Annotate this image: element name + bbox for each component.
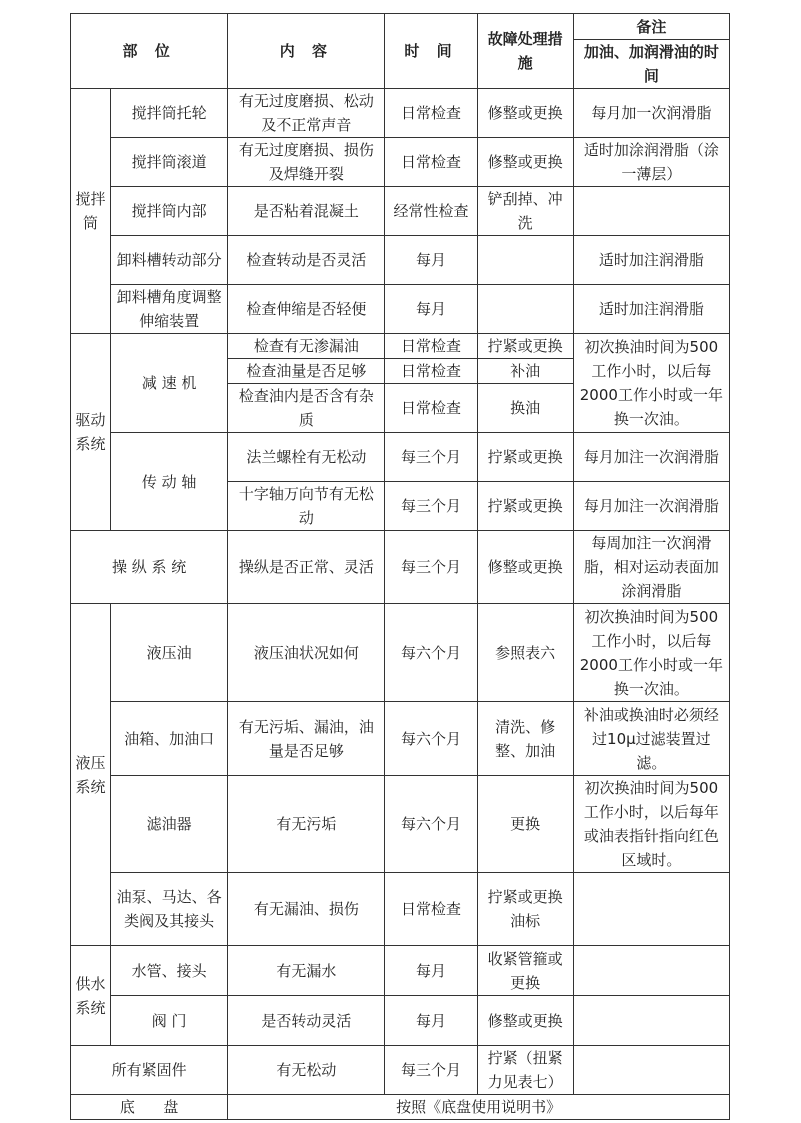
- time-cell: 每六个月: [385, 604, 477, 702]
- measure-cell: [477, 285, 573, 334]
- measure-cell: 铲刮掉、冲洗: [477, 187, 573, 236]
- measure-cell: 更换: [477, 776, 573, 873]
- time-cell: 每六个月: [385, 702, 477, 776]
- part-cell: 油泵、马达、各类阀及其接头: [111, 873, 228, 946]
- part-cell: 油箱、加油口: [111, 702, 228, 776]
- part-cell: 搅拌筒托轮: [111, 89, 228, 138]
- header-part: 部 位: [71, 14, 228, 89]
- group-hydraulic: 液压系统: [71, 604, 111, 946]
- part-cell: 搅拌筒内部: [111, 187, 228, 236]
- measure-cell: 收紧管箍或更换: [477, 946, 573, 996]
- table-row: [71, 776, 730, 873]
- chassis-note: 按照《底盘使用说明书》: [228, 1095, 730, 1120]
- measure-cell: [477, 236, 573, 285]
- group-chassis: 底 盘: [71, 1095, 228, 1120]
- header-content: 内 容: [228, 14, 385, 89]
- measure-cell: 换油: [477, 384, 573, 433]
- remark-cell: 每月加注一次润滑脂: [573, 482, 729, 531]
- part-cell: 滤油器: [111, 776, 228, 873]
- table-row: [71, 236, 730, 285]
- measure-cell: 拧紧或更换: [477, 334, 573, 359]
- part-cell: 传 动 轴: [111, 433, 228, 531]
- table-row: [71, 1095, 730, 1120]
- table-row: [71, 138, 730, 187]
- content-cell: 法兰螺栓有无松动: [228, 433, 385, 482]
- header-remark-sub: 加油、加润滑油的时间: [573, 40, 729, 89]
- time-cell: 每月: [385, 285, 477, 334]
- remark-cell: [573, 187, 729, 236]
- measure-cell: 修整或更换: [477, 996, 573, 1046]
- content-cell: 是否转动灵活: [228, 996, 385, 1046]
- remark-cell: 初次换油时间为500工作小时，以后每2000工作小时或一年换一次油。: [573, 334, 729, 433]
- part-cell: 阀 门: [111, 996, 228, 1046]
- measure-cell: 修整或更换: [477, 89, 573, 138]
- remark-cell: 每周加注一次润滑脂，相对运动表面加涂润滑脂: [573, 531, 729, 604]
- time-cell: 日常检查: [385, 359, 477, 384]
- remark-cell: 补油或换油时必须经过10μ过滤装置过滤。: [573, 702, 729, 776]
- remark-cell: [573, 946, 729, 996]
- table-row: [71, 702, 730, 776]
- group-drive: 驱动系统: [71, 334, 111, 531]
- measure-cell: 拧紧（扭紧力见表七）: [477, 1046, 573, 1095]
- header-remark: 备注: [573, 14, 729, 40]
- content-cell: 检查转动是否灵活: [228, 236, 385, 285]
- remark-cell: [573, 1046, 729, 1095]
- maintenance-table: [70, 13, 730, 1120]
- measure-cell: 拧紧或更换油标: [477, 873, 573, 946]
- content-cell: 检查油量是否足够: [228, 359, 385, 384]
- measure-cell: 拧紧或更换: [477, 433, 573, 482]
- part-cell: 搅拌筒滚道: [111, 138, 228, 187]
- group-water: 供水系统: [71, 946, 111, 1046]
- header-measure: 故障处理措施: [477, 14, 573, 89]
- part-cell: 液压油: [111, 604, 228, 702]
- header-time: 时 间: [385, 14, 477, 89]
- time-cell: 日常检查: [385, 873, 477, 946]
- table-row: [71, 334, 730, 359]
- part-cell: 卸料槽角度调整伸缩装置: [111, 285, 228, 334]
- time-cell: 每三个月: [385, 482, 477, 531]
- content-cell: 操纵是否正常、灵活: [228, 531, 385, 604]
- content-cell: 十字轴万向节有无松动: [228, 482, 385, 531]
- time-cell: 每月: [385, 946, 477, 996]
- remark-cell: 初次换油时间为500工作小时，以后每年或油表指针指向红色区域时。: [573, 776, 729, 873]
- remark-cell: [573, 873, 729, 946]
- time-cell: 经常性检查: [385, 187, 477, 236]
- table-row: [71, 285, 730, 334]
- time-cell: 每三个月: [385, 1046, 477, 1095]
- table-row: [71, 946, 730, 996]
- content-cell: 有无过度磨损、松动及不正常声音: [228, 89, 385, 138]
- table-row: [71, 89, 730, 138]
- table-row: [71, 996, 730, 1046]
- part-cell: 减 速 机: [111, 334, 228, 433]
- remark-cell: 每月加一次润滑脂: [573, 89, 729, 138]
- content-cell: 是否粘着混凝土: [228, 187, 385, 236]
- measure-cell: 拧紧或更换: [477, 482, 573, 531]
- table-row: [71, 531, 730, 604]
- remark-cell: 适时加注润滑脂: [573, 285, 729, 334]
- content-cell: 有无过度磨损、损伤及焊缝开裂: [228, 138, 385, 187]
- measure-cell: 修整或更换: [477, 138, 573, 187]
- group-control: 操 纵 系 统: [71, 531, 228, 604]
- measure-cell: 修整或更换: [477, 531, 573, 604]
- table-row: [71, 873, 730, 946]
- measure-cell: 补油: [477, 359, 573, 384]
- content-cell: 有无污垢: [228, 776, 385, 873]
- time-cell: 每月: [385, 996, 477, 1046]
- content-cell: 检查有无渗漏油: [228, 334, 385, 359]
- remark-cell: [573, 996, 729, 1046]
- time-cell: 每六个月: [385, 776, 477, 873]
- table-row: [71, 1046, 730, 1095]
- group-fasteners: 所有紧固件: [71, 1046, 228, 1095]
- part-cell: 卸料槽转动部分: [111, 236, 228, 285]
- remark-cell: 每月加注一次润滑脂: [573, 433, 729, 482]
- time-cell: 日常检查: [385, 384, 477, 433]
- content-cell: 有无漏水: [228, 946, 385, 996]
- content-cell: 有无松动: [228, 1046, 385, 1095]
- remark-cell: 适时加注润滑脂: [573, 236, 729, 285]
- time-cell: 每月: [385, 236, 477, 285]
- part-cell: 水管、接头: [111, 946, 228, 996]
- table-row: [71, 187, 730, 236]
- group-mixer: 搅拌筒: [71, 89, 111, 334]
- time-cell: 日常检查: [385, 138, 477, 187]
- time-cell: 每三个月: [385, 433, 477, 482]
- measure-cell: 清洗、修整、加油: [477, 702, 573, 776]
- table-row: [71, 604, 730, 702]
- content-cell: 检查油内是否含有杂质: [228, 384, 385, 433]
- content-cell: 有无漏油、损伤: [228, 873, 385, 946]
- content-cell: 检查伸缩是否轻便: [228, 285, 385, 334]
- content-cell: 有无污垢、漏油，油量是否足够: [228, 702, 385, 776]
- content-cell: 液压油状况如何: [228, 604, 385, 702]
- time-cell: 日常检查: [385, 334, 477, 359]
- measure-cell: 参照表六: [477, 604, 573, 702]
- table-row: [71, 433, 730, 482]
- remark-cell: 适时加涂润滑脂（涂一薄层）: [573, 138, 729, 187]
- time-cell: 日常检查: [385, 89, 477, 138]
- remark-cell: 初次换油时间为500工作小时，以后每2000工作小时或一年换一次油。: [573, 604, 729, 702]
- time-cell: 每三个月: [385, 531, 477, 604]
